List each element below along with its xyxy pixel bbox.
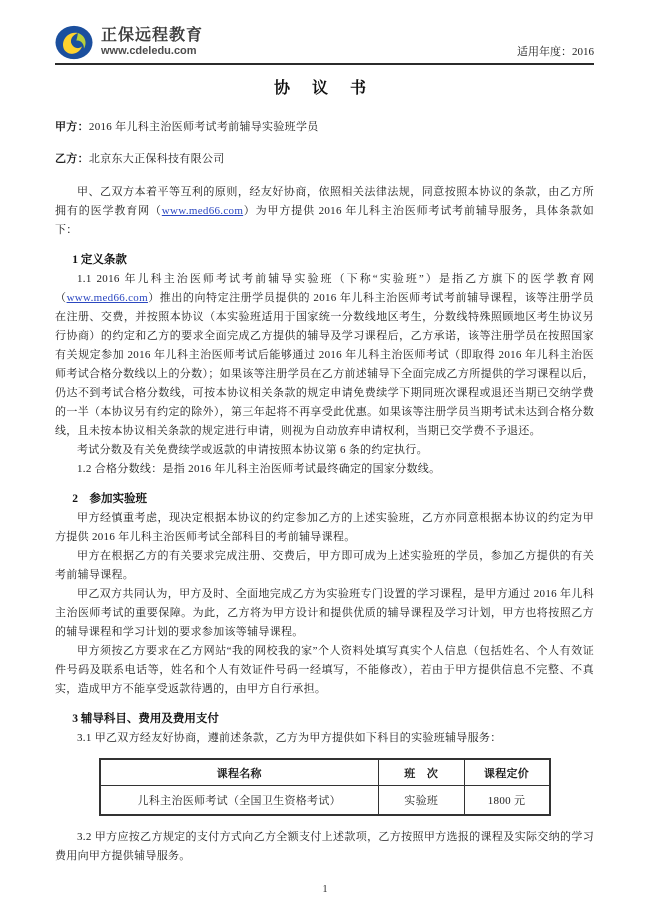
column-header-course-price: 课程定价 bbox=[464, 759, 550, 786]
clause-1-1 bbox=[55, 270, 594, 441]
cell-course-name: 儿科主治医师考试（全国卫生资格考试） bbox=[100, 786, 379, 816]
table-row bbox=[100, 786, 550, 816]
course-fee-table bbox=[99, 758, 551, 816]
clause-3-2: 3.2 甲方应按乙方规定的支付方式向乙方全额支付上述款项，乙方按照甲方选报的课程及实际交纳的学习费用向甲方提供辅导服务。 bbox=[55, 831, 594, 862]
page-header bbox=[55, 0, 594, 65]
doc-title: 协 议 书 bbox=[273, 80, 375, 97]
clause-2-p1: 甲方经慎重考虑，现决定根据本协议的约定参加乙方的上述实验班，乙方亦同意根据本协议的约定为甲方提供 2016 年儿科主治医师考试全部科目的考前辅导课程。 bbox=[55, 512, 594, 543]
section-2-heading: 2 参加实验班 bbox=[72, 493, 147, 505]
clause-1-1-before-link: 1.1 2016 年儿科主治医师考试考前辅导实验班（下称“实验班”）是指乙方旗下的医学教育网（ bbox=[55, 273, 594, 304]
brand-logo-icon bbox=[55, 25, 93, 60]
cell-class-type: 实验班 bbox=[379, 786, 465, 816]
brand-text bbox=[101, 27, 203, 58]
party-a-row bbox=[55, 118, 594, 137]
section-1-heading: 1 定义条款 bbox=[72, 254, 127, 266]
brand-name: 正保远程教育 bbox=[101, 26, 204, 44]
clause-2-p2: 甲方在根据乙方的有关要求完成注册、交费后，甲方即可成为上述实验班的学员，参加乙方提供的有关考前辅导课程。 bbox=[55, 550, 594, 581]
applicable-year-label: 适用年度：2016 bbox=[517, 46, 594, 58]
clause-2-p4: 甲方须按乙方要求在乙方网站“我的网校我的家”个人资料处填写真实个人信息（包括姓名、个人有效证件号码及联系电话等，姓名和个人有效证件号码一经填写，不能修改），若由于甲方提供信息不完整、不真实，造成甲方不能享受返款待遇的，由甲方自行承担。 bbox=[55, 645, 594, 695]
intro-text-after-link: ）为甲方提供 2016 年儿科主治医师考试考前辅导服务，具体条款如下： bbox=[55, 205, 594, 236]
brand-block bbox=[55, 25, 203, 60]
column-header-class-type: 班 次 bbox=[379, 759, 465, 786]
clause-3-1: 3.1 甲乙双方经友好协商，遵前述条款，乙方为甲方提供如下科目的实验班辅导服务： bbox=[77, 732, 502, 744]
cell-course-price: 1800 元 bbox=[464, 786, 550, 816]
party-b-value: 北京东大正保科技有限公司 bbox=[88, 153, 225, 165]
clause-2-p3: 甲乙双方共同认为，甲方及时、全面地完成乙方为实验班专门设置的学习课程，是甲方通过 2016 年儿科主治医师考试的重要保障。为此，乙方将为甲方设计和提供优质的辅导课程及学习计划，甲方也将按照乙方的辅导课程和学习计划的要求参加该等辅导课程。 bbox=[55, 588, 594, 638]
table-header-row bbox=[100, 759, 550, 786]
section-3-heading: 3 辅导科目、费用及费用支付 bbox=[72, 713, 219, 725]
party-a-label: 甲方： bbox=[55, 121, 89, 133]
med66-link[interactable]: www.med66.com bbox=[66, 292, 148, 304]
party-a-value: 2016 年儿科主治医师考试考前辅导实验班学员 bbox=[88, 121, 319, 133]
clause-1-1-after-link: ）推出的向特定注册学员提供的 2016 年儿科主治医师考试考前辅导课程，该等注册学员在注册、交费，并按照本协议（本实验班适用于国家统一分数线地区考生，分数线特殊照顾地区考生协议另行协商）的约定和乙方的要求全面完成乙方提供的辅导及学习课程后，乙方承诺，该等注册学员在按照国家有关规定参加 2016 年儿科主治医师考试后能够通过 2016 年儿科主治医师考试（即取得 2016 年儿科主治医师考试合格分数线以上的分数）；如果该等注册学员在乙方前述辅导下全面完成乙方所提供的学习课程以后，仍达不到考试合格分数线，可按本协议相关条款的规定申请免费续学下期同班次课程或退还当期已交纳学费的一半（本协议另有约定的除外），第三年起将不再享受此优惠。如果该等注册学员当期考试未达到合格分数线，且未按本协议相关条款的规定进行申请，则视为自动放弃申请权利，当期已交学费不予退还。 bbox=[55, 292, 594, 437]
brand-url[interactable]: www.cdeledu.com bbox=[101, 45, 197, 58]
med66-link[interactable]: www.med66.com bbox=[161, 205, 244, 217]
intro-paragraph bbox=[55, 183, 594, 240]
clause-score-note: 考试分数及有关免费续学或返款的申请按照本协议第 6 条的约定执行。 bbox=[77, 444, 428, 456]
clause-1-2: 1.2 合格分数线：是指 2016 年儿科主治医师考试最终确定的国家分数线。 bbox=[77, 463, 441, 475]
party-b-row bbox=[55, 150, 594, 169]
intro-text-before-link: 甲、乙双方本着平等互利的原则，经友好协商，依照相关法律法规，同意按照本协议的条款，由乙方所拥有的医学教育网（ bbox=[55, 186, 594, 217]
column-header-course-name: 课程名称 bbox=[100, 759, 379, 786]
party-b-label: 乙方： bbox=[55, 153, 89, 165]
page-number: 1 bbox=[322, 884, 328, 895]
